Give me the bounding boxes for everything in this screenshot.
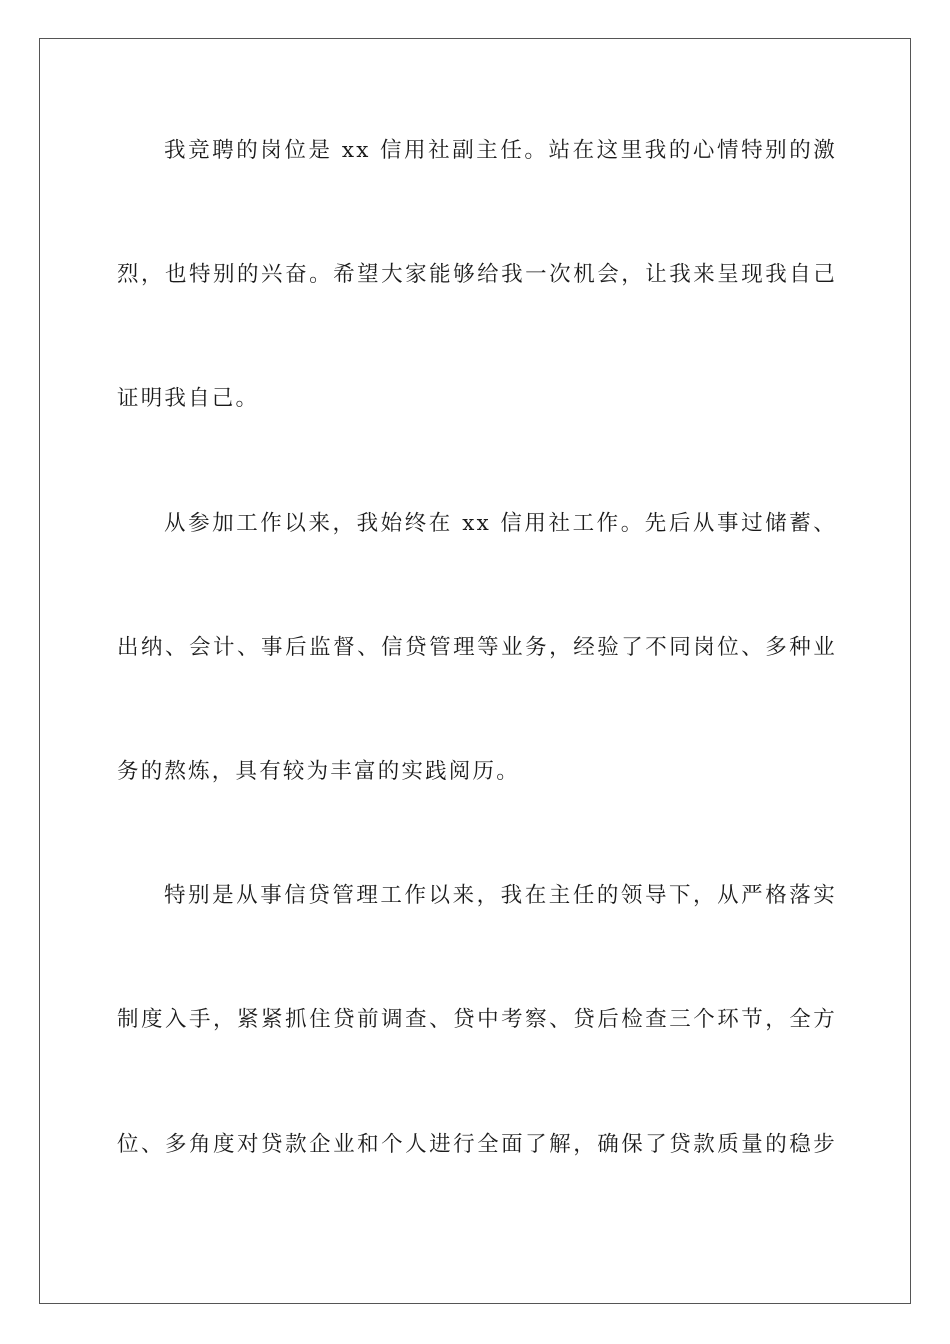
page-border [39,38,911,1304]
paragraph-3-line-2: 制度入手，紧紧抓住贷前调查、贷中考察、贷后检查三个环节，全方 [117,1007,837,1032]
paragraph-3-line-3: 位、多角度对贷款企业和个人进行全面了解，确保了贷款质量的稳步 [117,1132,837,1157]
paragraph-2-line-1: 从参加工作以来，我始终在 xx 信用社工作。先后从事过储蓄、 [164,511,837,536]
paragraph-3-line-1: 特别是从事信贷管理工作以来，我在主任的领导下，从严格落实 [164,883,837,908]
paragraph-2-line-2: 出纳、会计、事后监督、信贷管理等业务，经验了不同岗位、多种业 [117,635,837,660]
paragraph-1-line-3: 证明我自己。 [117,386,260,411]
paragraph-1-line-2: 烈，也特别的兴奋。希望大家能够给我一次机会，让我来呈现我自己 [117,262,837,287]
paragraph-1-line-1: 我竞聘的岗位是 xx 信用社副主任。站在这里我的心情特别的激 [164,138,837,163]
paragraph-2-line-3: 务的熬炼，具有较为丰富的实践阅历。 [117,759,520,784]
